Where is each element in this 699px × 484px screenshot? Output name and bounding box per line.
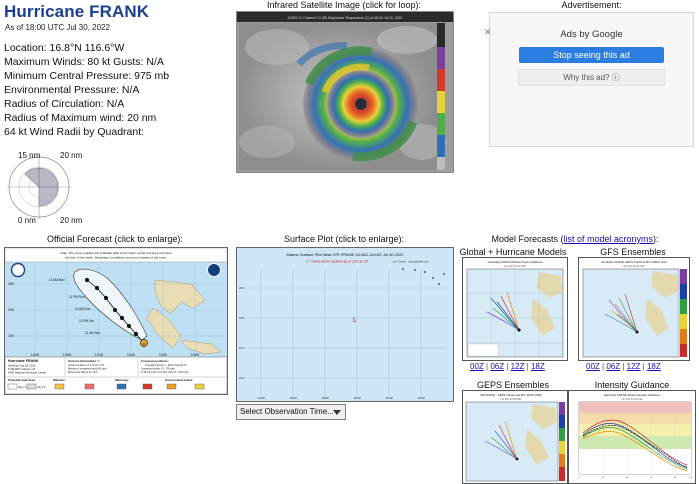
observation-time-select[interactable]: Select Observation Time... [236,404,346,420]
svg-text:118W: 118W [321,396,329,400]
official-forecast-caption: Official Forecast (click to enlarge): [47,234,183,244]
wind-radii-compass [2,145,122,230]
model-thumb-global[interactable] [462,257,568,361]
svg-text:Hurricane FRANK Model Track Gu: Hurricane FRANK Model Track Guidance [487,260,543,264]
radii-label-sw: 0 nm [18,216,36,225]
hour-00z-gfs[interactable]: 00Z [586,362,600,371]
low-pressure-marker: L [353,317,357,324]
stop-seeing-ad-button[interactable]: Stop seeing this ad [519,47,664,63]
svg-text:120W: 120W [289,396,297,400]
svg-text:72: 72 [649,477,653,479]
panel-title-geps-ensembles: GEPS Ensembles [476,380,550,390]
radii-label-nw: 15 nm [18,151,41,160]
svg-text:Watches:: Watches: [53,378,66,382]
global-models-hours[interactable]: 00Z | 06Z | 12Z | 18Z [470,362,545,371]
storm-wind-radii-heading: 64 kt Wind Radii by Quadrant: [4,126,145,138]
storm-location: Location: 16.8°N 116.6°W [4,42,125,54]
svg-text:Current wind extent:: Current wind extent: [165,378,194,382]
storm-timestamp: As of 18:00 UTC Jul 30, 2022 [5,23,110,32]
svg-text:07E FRANK - GEPS Tracks and Mi: 07E FRANK - GEPS Tracks and Min. MSLP (hPa) [480,393,542,397]
svg-text:Hurricane FRANK GEFS Tracks &: Hurricane FRANK GEFS Tracks & Min. MSLP (mb) [601,260,667,264]
svg-text:20N: 20N [239,286,245,290]
svg-text:Day 4-5: Day 4-5 [37,386,46,389]
storm-info-panel [4,2,229,139]
svg-text:120: 120 [689,477,693,479]
svg-text:Note: The cone contains the pr: Note: The cone contains the probable path of the storm center but does not show [60,251,172,255]
panel-title-gfs-ensembles: GFS Ensembles [600,247,666,257]
svg-text:Forecast positions:: Forecast positions: [141,359,169,363]
model-forecasts-caption-end: ): [653,234,659,244]
storm-max-winds: Maximum Winds: 80 kt Gusts: N/A [4,56,164,68]
svg-text:Init: 00Z Jul 30 2022: Init: 00Z Jul 30 2022 [500,399,522,401]
satellite-caption: Infrared Satellite Image (click for loop): [266,0,422,10]
storm-min-pressure: Minimum Central Pressure: 975 mb [4,70,170,82]
model-thumb-geps[interactable] [462,390,568,484]
radii-label-se: 20 nm [60,216,83,225]
svg-text:110W: 110W [158,353,168,357]
hour-12z-gfs[interactable]: 12Z [626,362,641,371]
svg-text:120W: 120W [94,353,104,357]
svg-text:114W: 114W [385,396,393,400]
svg-text:Tropical Cyclone ◻ Post-Tropi: Tropical Cyclone ◻ Post-Tropical TC [145,364,188,367]
ad-caption: Advertisement: [561,0,622,10]
svg-text:NWS National Hurricane Center: NWS National Hurricane Center [8,371,47,375]
svg-text:Potential track area:: Potential track area: [8,378,36,382]
svg-text:25N: 25N [8,282,14,286]
svg-text:115W: 115W [126,353,136,357]
model-forecasts-caption-text: Model Forecasts ( [491,234,564,244]
svg-text:11 AM Sun: 11 AM Sun [75,307,91,311]
svg-text:5 AM MDT Advisory 15: 5 AM MDT Advisory 15 [8,368,36,371]
hour-12z-global[interactable]: 12Z [510,362,525,371]
hour-18z-global[interactable]: 18Z [530,362,545,371]
svg-text:Hurricane FRANK Model Intensit: Hurricane FRANK Model Intensity Guidance [603,393,661,397]
svg-text:H: H [142,341,146,347]
svg-text:105W: 105W [190,353,200,357]
panel-title-global-models: Global + Hurricane Models [459,247,567,257]
svg-text:Movement NW at 12 mph: Movement NW at 12 mph [68,371,98,374]
ad-container[interactable] [484,12,694,147]
model-thumb-gfs[interactable] [578,257,690,361]
svg-text:Saturday July 30, 2022: Saturday July 30, 2022 [8,364,36,368]
svg-text:"L" marks storm location as of: "L" marks storm location as of 12Z Jul 30 [306,259,368,264]
hour-00z-global[interactable]: 00Z [470,362,484,371]
gfs-ensembles-hours[interactable]: 00Z | 06Z | 12Z | 18Z [586,362,661,371]
svg-text:Marine Surface Plot Near 07E F: Marine Surface Plot Near 07E FRANK 16:45Z-18:15Z Jul 30 2022 [286,252,404,257]
hour-06z-gfs[interactable]: 06Z [606,362,621,371]
surface-plot-map[interactable] [236,247,454,402]
svg-text:125W: 125W [62,353,72,357]
svg-text:S 39-73 mph H 74-110 mph M >: S 39-73 mph H 74-110 mph M > 110 mph [141,371,189,374]
surface-plot-caption: Surface Plot (click to enlarge): [283,234,405,244]
satellite-section [236,0,452,173]
svg-text:GOES-17 Channel 13 (IR) Bright: GOES-17 Channel 13 (IR) Brightness Temperature (C) at 18:40 Jul 30, 2022 [287,16,403,20]
storm-env-pressure: Environmental Pressure: N/A [4,84,140,96]
svg-text:Maximum sustained wind 80 mph: Maximum sustained wind 80 mph [68,367,107,371]
svg-text:Current information: ×: Current information: × [68,359,100,363]
svg-text:18N: 18N [239,316,245,320]
svg-text:Center location 17.2 N 117.1 W: Center location 17.2 N 117.1 W [68,364,104,367]
svg-text:Init: 00Z Jul 30 2022: Init: 00Z Jul 30 2022 [504,265,526,268]
svg-text:Day 1-3: Day 1-3 [18,386,27,389]
svg-text:96: 96 [673,477,677,479]
svg-text:Sustained winds: D < 39 mph: Sustained winds: D < 39 mph [141,367,175,371]
svg-text:0: 0 [578,477,580,479]
svg-text:16N: 16N [239,346,245,350]
svg-text:Warnings:: Warnings: [115,378,130,382]
svg-text:Hurricane FRANK: Hurricane FRANK [8,359,39,363]
svg-text:14N: 14N [239,376,245,380]
svg-text:the size of the storm. Hazardo: the size of the storm. Hazardous conditions can occur outside of the cone. [65,255,167,260]
model-acronyms-link[interactable]: list of model acronyms [563,234,654,244]
svg-text:Init: 00Z Jul 30 2022: Init: 00Z Jul 30 2022 [621,399,643,401]
official-forecast-map[interactable] [4,247,228,395]
storm-radius-max-wind: Radius of Maximum wind: 20 nm [4,112,157,124]
svg-text:11 PM Sun: 11 PM Sun [69,295,85,299]
svg-text:116W: 116W [353,396,361,400]
satellite-image[interactable] [236,11,454,173]
storm-radius-circulation: Radius of Circulation: N/A [4,98,125,110]
svg-text:112W: 112W [417,396,425,400]
svg-text:Init: 00Z Jul 30 2022: Init: 00Z Jul 30 2022 [623,265,645,268]
panel-title-intensity-guidance: Intensity Guidance [594,380,670,390]
hour-18z-gfs[interactable]: 18Z [646,362,661,371]
advertisement-section [484,0,694,147]
svg-text:11 AM Mon: 11 AM Mon [49,278,65,282]
svg-text:11 PM Sat: 11 PM Sat [79,319,94,323]
svg-text:15N: 15N [8,334,14,338]
page-title: Hurricane FRANK [4,2,150,21]
svg-text:130W: 130W [30,353,40,357]
model-thumb-intensity[interactable] [568,390,696,484]
hour-06z-global[interactable]: 06Z [490,362,505,371]
svg-text:24: 24 [601,477,605,479]
close-icon[interactable]: ✕ [484,27,492,37]
svg-text:48: 48 [625,477,629,479]
svg-text:122W: 122W [257,396,265,400]
svg-text:11 AM Sat: 11 AM Sat [85,331,100,335]
svg-text:20N: 20N [8,308,14,312]
svg-text:Levi Cowan - tropicaltidbits.c: Levi Cowan - tropicaltidbits.com [392,260,429,264]
radii-label-ne: 20 nm [60,151,83,160]
why-this-ad-button[interactable]: Why this ad? ⓘ [518,69,665,86]
ad-title: Ads by Google [560,29,623,40]
model-forecasts-caption [456,234,694,244]
